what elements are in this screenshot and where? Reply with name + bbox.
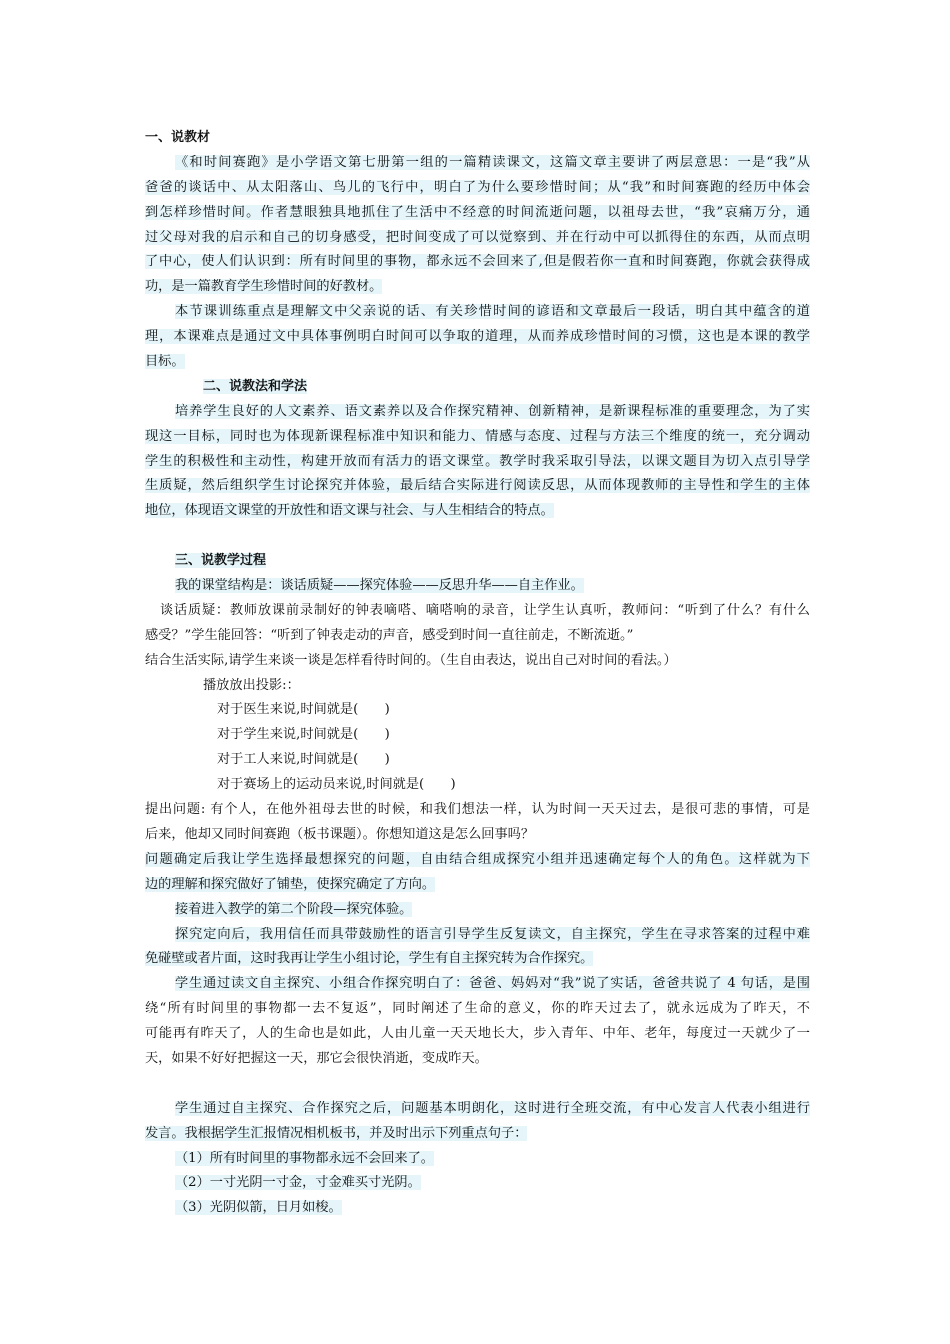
paragraph-line: 生质疑，然后组织学生讨论探究并体验，最后结合实际进行阅读反思，从而体现教师的主导性和学生的主体 bbox=[145, 478, 810, 494]
paragraph-line: 现这一目标，同时也为体现新课程标准中知识和能力、情感与态度、过程与方法三个维度的统一，充分调动 bbox=[145, 428, 810, 444]
key-sentence: （3）光阴似箭，日月如梭。 bbox=[175, 1200, 342, 1216]
paragraph-line: 目标。 bbox=[145, 354, 185, 370]
projection-intro: 播放放出投影:： bbox=[203, 677, 300, 693]
paragraph-line: 过父母对我的启示和自己的切身感受，把时间变成了可以觉察到、并在行动中可以抓得住的东西，从而点明 bbox=[145, 229, 810, 245]
paragraph-line: 爸爸的谈话中、从太阳落山、鸟儿的飞行中，明白了为什么要珍惜时间；从“我”和时间赛跑的经历中体会 bbox=[145, 179, 810, 195]
paragraph-line: 结合生活实际,请学生来谈一谈是怎样看待时间的。（生自由表达，说出自己对时间的看法。） bbox=[145, 652, 677, 668]
paragraph-line: 我的课堂结构是：谈话质疑——探究体验——反思升华——自主作业。 bbox=[175, 578, 584, 594]
section-heading-3: 三、说教学过程 bbox=[175, 553, 267, 569]
paragraph-line: 地位，体现语文课堂的开放性和语文课与社会、与人生相结合的特点。 bbox=[145, 503, 554, 519]
paragraph-line: 到怎样珍惜时间。作者慧眼独具地抓住了生活中不经意的时间流逝问题，以祖母去世，“我”哀痛万分，通 bbox=[145, 204, 810, 220]
paragraph-line: 问题确定后我让学生选择最想探究的问题，自由结合组成探究小组并迅速确定每个人的角色。这样就为下 bbox=[145, 851, 810, 867]
key-sentence: （2）一寸光阴一寸金，寸金难买寸光阴。 bbox=[175, 1175, 421, 1191]
projection-item: 对于赛场上的运动员来说,时间就是( ) bbox=[217, 777, 456, 793]
paragraph-line: 提出问题: 有个人，在他外祖母去世的时候，和我们想法一样，认为时间一天天过去，是很可悲的事情，可是 bbox=[145, 802, 810, 818]
document-page bbox=[145, 126, 810, 1221]
paragraph-line: 《和时间赛跑》是小学语文第七册第一组的一篇精读课文，这篇文章主要讲了两层意思：一是“我”从 bbox=[175, 154, 810, 170]
blank-line bbox=[145, 1072, 810, 1097]
paragraph-line: 功，是一篇教育学生珍惜时间的好教材。 bbox=[145, 279, 383, 295]
paragraph-line: 理，本课难点是通过文中具体事例明白时间可以争取的道理，从而养成珍惜时间的习惯，这也是本课的教学 bbox=[145, 329, 810, 345]
paragraph-line: 接着进入教学的第二个阶段—探究体验。 bbox=[175, 901, 413, 917]
section-heading-2: 二、说教法和学法 bbox=[203, 378, 308, 394]
paragraph-line: 了中心，使人们认识到：所有时间里的事物，都永远不会回来了,但是假若你一直和时间赛跑，你就会获得成 bbox=[145, 254, 810, 270]
blank-line bbox=[145, 524, 810, 549]
paragraph-line: 边的理解和探究做好了铺垫，使探究确定了方向。 bbox=[145, 876, 436, 892]
paragraph-line: 探究定向后，我用信任而具带鼓励性的语言引导学生反复读文，自主探究，学生在寻求答案的过程中难 bbox=[175, 926, 810, 942]
paragraph-line: 发言。我根据学生汇报情况相机板书，并及时出示下列重点句子： bbox=[145, 1125, 528, 1141]
section-heading-1: 一、说教材 bbox=[145, 130, 211, 145]
paragraph-line: 免碰壁或者片面，这时我再让学生小组讨论，学生有自主探究转为合作探究。 bbox=[145, 951, 594, 967]
paragraph-line: 本节课训练重点是理解文中父亲说的话、有关珍惜时间的谚语和文章最后一段话，明白其中蕴含的道 bbox=[175, 304, 810, 320]
paragraph-line: 学生通过读文自主探究、小组合作探究明白了：爸爸、妈妈对“我”说了实话，爸爸共说了 4 句话，是围 bbox=[175, 976, 810, 992]
paragraph-line: 学生的积极性和主动性，构建开放而有活力的语文课堂。教学时我采取引导法，以课文题目为切入点引导学 bbox=[145, 453, 810, 469]
paragraph-line: 谈话质疑：教师放课前录制好的钟表嘀嗒、嘀嗒响的录音，让学生认真听，教师问：“听到了什么？有什么 bbox=[160, 602, 810, 618]
paragraph-line: 学生通过自主探究、合作探究之后，问题基本明朗化，这时进行全班交流，有中心发言人代表小组进行 bbox=[175, 1100, 810, 1116]
projection-item: 对于医生来说,时间就是( ) bbox=[217, 702, 390, 718]
projection-item: 对于工人来说,时间就是( ) bbox=[217, 752, 390, 768]
paragraph-line: 可能再有昨天了，人的生命也是如此，人由儿童一天天地长大，步入青年、中年、老年，每度过一天就少了一 bbox=[145, 1026, 810, 1042]
paragraph-line: 绕“所有时间里的事物都一去不复返”，同时阐述了生命的意义，你的昨天过去了，就永远成为了昨天，不 bbox=[145, 1001, 810, 1017]
paragraph-line: 天，如果不好好把握这一天，那它会很快消逝，变成昨天。 bbox=[145, 1050, 488, 1066]
paragraph-line: 感受？”学生能回答：“听到了钟表走动的声音，感受到时间一直往前走，不断流逝。” bbox=[145, 627, 634, 643]
projection-item: 对于学生来说,时间就是( ) bbox=[217, 727, 390, 743]
paragraph-line: 培养学生良好的人文素养、语文素养以及合作探究精神、创新精神，是新课程标准的重要理念，为了实 bbox=[175, 403, 810, 419]
key-sentence: （1）所有时间里的事物都永远不会回来了。 bbox=[175, 1150, 434, 1166]
paragraph-line: 后来，他却又同时间赛跑（板书课题）。你想知道这是怎么回事吗？ bbox=[145, 826, 535, 842]
